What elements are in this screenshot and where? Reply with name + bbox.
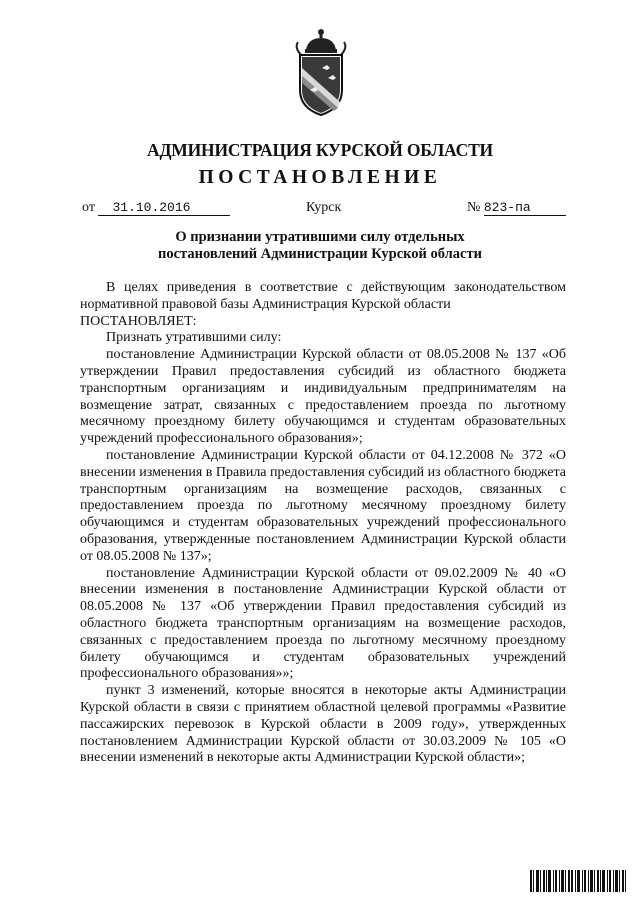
subject-line-1: О признании утратившими силу отдельных <box>175 229 465 245</box>
document-number: 823-па <box>484 201 566 216</box>
repealed-act-2: постановление Администрации Курской области от 04.12.2008 № 372 «О внесении изменения в Правила предоставления субсидий из областного бюджета транспортным организациям на возмещение расходов, связанных с предоставлением проезда по льготному месячному проездному билету обучающимся и студентам образовательных учреждений профессионального образования, утвержденные постановлением Администрации Курской области от 08.05.2008 № 137»; <box>80 447 566 564</box>
organization-title: АДМИНИСТРАЦИЯ КУРСКОЙ ОБЛАСТИ <box>147 140 493 160</box>
number-field <box>467 200 566 216</box>
barcode-icon <box>530 870 626 892</box>
document-subject <box>0 229 640 263</box>
item-1-heading: Признать утратившими силу: <box>106 330 282 346</box>
date-prefix: от <box>82 200 95 215</box>
number-prefix: № <box>467 200 481 215</box>
repealed-act-4: пункт 3 изменений, которые вносятся в некоторые акты Администрации Курской области в связи с принятием областной целевой программы «Развитие пассажирских перевозок в Курской области в 2009 году», утвержденных постановлением Администрации Курской области от 30.03.2009 № 105 «О внесении изменений в некоторые акты Администрации Курской области»; <box>80 683 566 766</box>
repealed-act-1: постановление Администрации Курской области от 08.05.2008 № 137 «Об утверждении Правил предоставления субсидий из областного бюджета транспортным организациям и индивидуальным предпринимателям на возмещение затрат, связанных с предоставлением проезда по льготному месячному проездному билету обучающимся и студентам образовательных учреждений профессионального образования»; <box>80 347 566 447</box>
intro-paragraph: В целях приведения в соответствие с действующим законодательством нормативной правовой базы Администрация Курской области <box>80 280 566 312</box>
resolves-line: ПОСТАНОВЛЯЕТ: <box>80 313 197 329</box>
document-type: ПОСТАНОВЛЕНИЕ <box>198 167 442 188</box>
document-body <box>80 280 566 767</box>
document-date: 31.10.2016 <box>98 201 230 216</box>
date-field <box>82 200 230 216</box>
subject-line-2: постановлений Администрации Курской области <box>158 246 482 262</box>
repealed-act-3: постановление Администрации Курской области от 09.02.2009 № 40 «О внесении изменения в постановление Администрации Курской области от 08.05.2008 № 137 «Об утверждении Правил предоставления субсидий из областного бюджета транспортным организациям на возмещение расходов, связанных с предоставлением проезда по льготному месячному проездному билету обучающимся и студентам образовательных учреждений профессионального образования»»; <box>80 565 566 682</box>
document-city: Курск <box>306 200 342 215</box>
coat-of-arms-icon <box>288 28 354 118</box>
